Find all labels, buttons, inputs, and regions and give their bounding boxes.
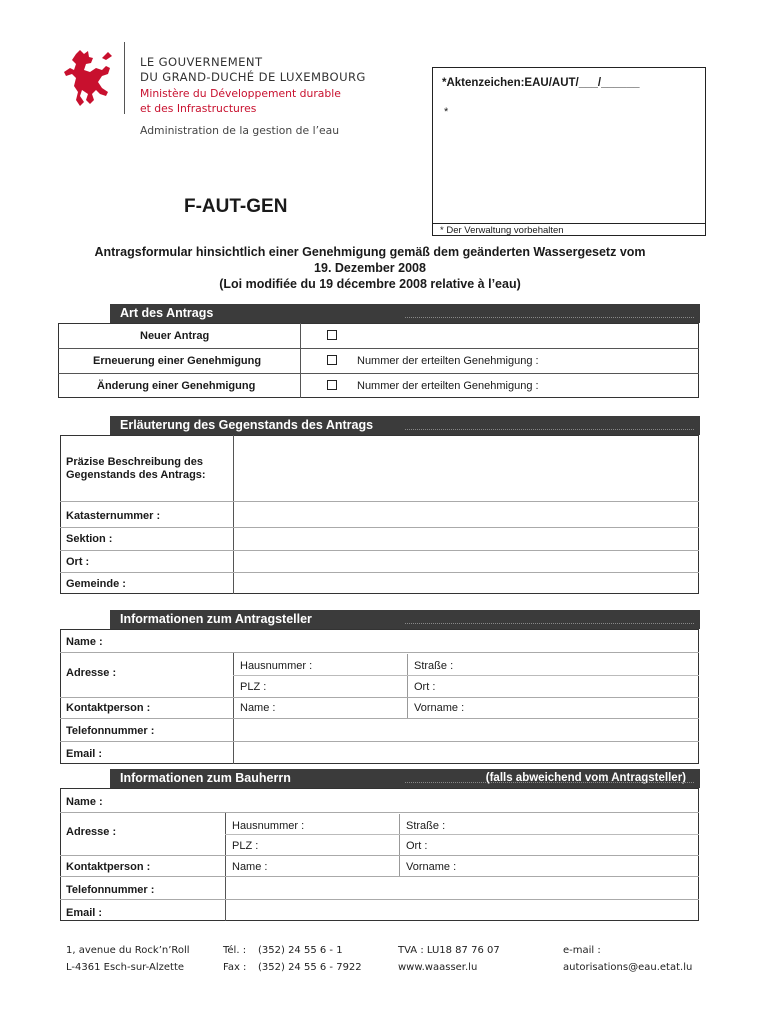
row-divider: [58, 373, 699, 374]
column-divider: [300, 323, 301, 398]
government-name: [140, 55, 366, 85]
description-label-line-1: Präzise Beschreibung des: [66, 456, 203, 468]
section-header-bauherr: [110, 769, 700, 788]
footer-tel-value: (352) 24 55 6 - 1: [258, 945, 343, 956]
bauherr-plz-label: PLZ :: [232, 840, 259, 852]
bauherr-email-field[interactable]: [228, 901, 696, 920]
column-divider: [399, 814, 400, 876]
antragsteller-kontakt-name-label: Name :: [240, 702, 276, 714]
section-title: Informationen zum Antragsteller: [120, 612, 312, 626]
description-field[interactable]: [236, 438, 696, 498]
logo-divider: [124, 42, 125, 114]
row-divider: [233, 675, 699, 676]
gov-line-2: DU GRAND-DUCHÉ DE LUXEMBOURG: [140, 70, 366, 84]
row-divider: [60, 812, 699, 813]
footer-address-line-1: 1, avenue du Rock’n’Roll: [66, 945, 190, 956]
footer-email: [563, 942, 692, 976]
ort-label: Ort :: [66, 556, 90, 568]
bauherr-kontakt-label: Kontaktperson :: [66, 861, 151, 873]
footer-fax-label: Fax :: [223, 962, 247, 973]
bauherr-vorname-label: Vorname :: [406, 861, 457, 873]
ministry-line-2: et des Infrastructures: [140, 102, 257, 115]
checkbox-aenderung[interactable]: [327, 380, 337, 390]
column-divider: [407, 654, 408, 718]
section-header-art-des-antrags: [110, 304, 700, 323]
section-title: Erläuterung des Gegenstands des Antrags: [120, 418, 374, 432]
antragsteller-email-label: Email :: [66, 748, 103, 760]
reference-star: *: [444, 106, 449, 118]
section-title: Art des Antrags: [120, 306, 214, 320]
option-erneuerung: Erneuerung einer Genehmigung: [93, 355, 262, 367]
antragsteller-strasse-label: Straße :: [414, 660, 454, 672]
checkbox-erneuerung[interactable]: [327, 355, 337, 365]
ministry-name: [140, 86, 341, 116]
ort-field[interactable]: [236, 552, 696, 571]
footer-phone-labels: [223, 942, 246, 976]
gemeinde-label: Gemeinde :: [66, 578, 126, 590]
column-divider: [233, 652, 234, 764]
row-divider: [60, 652, 699, 653]
luxembourg-lion-logo: [62, 48, 114, 108]
footer-tva: TVA : LU18 87 76 07: [398, 945, 500, 956]
footer-address: [66, 942, 190, 976]
bauherr-kontakt-name-label: Name :: [232, 861, 268, 873]
antragsteller-adresse-label: Adresse :: [66, 667, 117, 679]
column-divider: [225, 812, 226, 921]
column-divider: [233, 435, 234, 594]
footer-fax-value: (352) 24 55 6 - 7922: [258, 962, 362, 973]
footer-address-line-2: L-4361 Esch-sur-Alzette: [66, 962, 185, 973]
reference-footnote: * Der Verwaltung vorbehalten: [440, 225, 564, 236]
administration-name: Administration de la gestion de l’eau: [140, 124, 340, 137]
footer-email-link[interactable]: autorisations@eau.etat.lu: [563, 962, 693, 973]
row-divider: [60, 527, 699, 528]
bauherr-adresse-label: Adresse :: [66, 826, 117, 838]
bauherr-name-label: Name :: [66, 796, 103, 808]
row-divider: [60, 697, 699, 698]
bauherr-name-field[interactable]: [228, 790, 696, 810]
antragsteller-telefon-label: Telefonnummer :: [66, 725, 155, 737]
bauherr-strasse-label: Straße :: [406, 820, 446, 832]
footer-phone-values: [258, 942, 362, 976]
subtitle-line-2: 19. Dezember 2008: [314, 261, 426, 275]
row-divider: [58, 348, 699, 349]
reference-box: [432, 67, 706, 236]
row-divider: [60, 550, 699, 551]
antragsteller-plz-label: PLZ :: [240, 681, 267, 693]
antragsteller-ort-label: Ort :: [414, 681, 436, 693]
row-divider: [60, 718, 699, 719]
row-divider: [60, 855, 699, 856]
subtitle-line-1: Antragsformular hinsichtlich einer Genehmigung gemäß dem geänderten Wassergesetz vom: [94, 245, 646, 259]
gov-line-1: LE GOUVERNEMENT: [140, 55, 263, 69]
sektion-label: Sektion :: [66, 533, 113, 545]
bauherr-email-label: Email :: [66, 907, 103, 919]
option-aenderung: Änderung einer Genehmigung: [97, 380, 256, 392]
row-divider: [60, 501, 699, 502]
footer-tel-label: Tél. :: [223, 945, 247, 956]
erneuerung-number-field[interactable]: [560, 352, 690, 370]
bauherr-ort-label: Ort :: [406, 840, 428, 852]
bauherr-telefon-label: Telefonnummer :: [66, 884, 155, 896]
description-label-line-2: Gegenstands des Antrags:: [66, 469, 206, 481]
section-header-erlaeuterung: [110, 416, 700, 435]
antragsteller-name-label: Name :: [66, 636, 103, 648]
row-divider: [60, 741, 699, 742]
aenderung-number-label: Nummer der erteilten Genehmigung :: [357, 380, 539, 392]
option-neuer-antrag: Neuer Antrag: [140, 330, 210, 342]
bauherr-hausnummer-label: Hausnummer :: [232, 820, 305, 832]
antragsteller-hausnummer-label: Hausnummer :: [240, 660, 313, 672]
row-divider: [60, 572, 699, 573]
antragsteller-email-field[interactable]: [236, 743, 696, 763]
description-label: [66, 456, 206, 482]
form-subtitle: [70, 244, 670, 292]
erneuerung-number-label: Nummer der erteilten Genehmigung :: [357, 355, 539, 367]
reference-divider: [432, 223, 706, 224]
section-note: (falls abweichend vom Antragsteller): [485, 772, 686, 784]
footer-website-link[interactable]: www.waasser.lu: [398, 962, 478, 973]
row-divider: [60, 899, 699, 900]
antragsteller-kontakt-label: Kontaktperson :: [66, 702, 151, 714]
row-divider: [60, 876, 699, 877]
kataster-field[interactable]: [236, 503, 696, 525]
row-divider: [225, 834, 699, 835]
aenderung-number-field[interactable]: [560, 377, 690, 395]
ministry-line-1: Ministère du Développement durable: [140, 87, 341, 100]
footer-email-label: e-mail :: [563, 945, 601, 956]
kataster-label: Katasternummer :: [66, 510, 161, 522]
antragsteller-vorname-label: Vorname :: [414, 702, 465, 714]
reference-number-label: *Aktenzeichen:EAU/AUT/___/______: [442, 77, 640, 89]
form-code-title: F-AUT-GEN: [184, 196, 288, 217]
bauherr-telefon-field[interactable]: [228, 878, 696, 898]
subtitle-line-3: (Loi modifiée du 19 décembre 2008 relative à l’eau): [219, 277, 521, 291]
checkbox-neuer-antrag[interactable]: [327, 330, 337, 340]
footer-tva-web: [398, 942, 500, 976]
antragsteller-name-field[interactable]: [236, 631, 696, 651]
section-title: Informationen zum Bauherrn: [120, 771, 291, 785]
sektion-field[interactable]: [236, 529, 696, 549]
antragsteller-telefon-field[interactable]: [236, 720, 696, 740]
gemeinde-field[interactable]: [236, 574, 696, 593]
section-header-antragsteller: [110, 610, 700, 629]
